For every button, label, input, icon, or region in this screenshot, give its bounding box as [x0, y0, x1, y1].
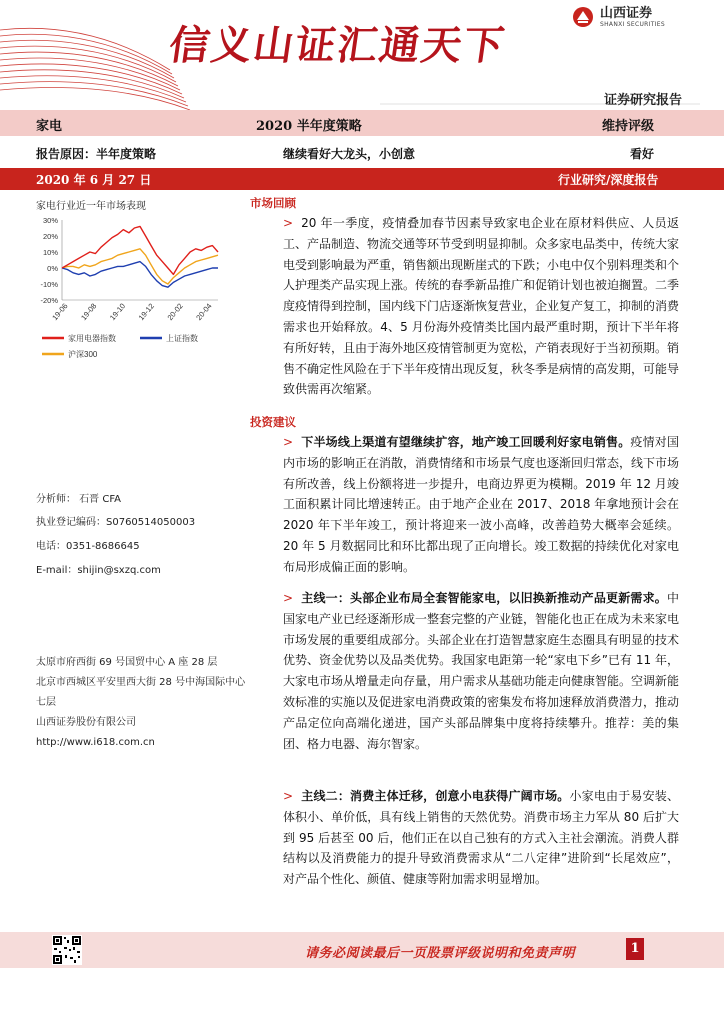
x-tick-label: 19-06 [50, 301, 70, 322]
company-name: 山西证券股份有限公司 [36, 717, 136, 728]
x-tick-label: 20-02 [165, 301, 185, 322]
series-line [62, 226, 218, 274]
paragraph-lead: 下半场线上渠道有望继续扩容，地产竣工回暖利好家电销售。 [301, 435, 631, 449]
headline: 继续看好大龙头，小创意 [283, 147, 416, 161]
y-tick-label: -10% [40, 280, 58, 289]
meta-bar [0, 110, 724, 136]
company-logo [572, 6, 665, 28]
report-date: 2020 年 6 月 27 日 [36, 173, 152, 187]
bullet-arrow-icon: > [283, 789, 294, 803]
paragraph-lead: 主线一：头部企业布局全套智能家电，以旧换新推动产品更新需求。 [301, 591, 667, 605]
y-tick-label: 20% [42, 232, 58, 241]
legend-label: 家用电器指数 [68, 334, 116, 343]
x-tick-label: 19-10 [107, 301, 128, 322]
paragraph-text: 20 年一季度，疫情叠加春节因素导致家电企业在原材料供应、人员返工、产品制造、物流交通等环节受到明显抑制。众多家电品类中，传统大家电受到影响最为严重，销售额出现断崖式的下跌；小电中仅个别料理类和个人护理类产品实现上涨。传统的春季新品推广和促销计划也被迫搁置。二季度疫情得到控制，国内线下门店逐渐恢复营业，企业复产复工，抑制的消费需求也开始释放。4、5 月份海外疫情类比国内最严重时期，预计下半年将有所好转，且由于海外地区疫情管制更为宽松，产销表现好于当初预期。销售不确定性风险在于下半年疫情出现反复，秋冬季是病情的高发期，可能导致供需再次缩紧。 [283, 216, 680, 397]
date-bar [0, 168, 724, 190]
address-beijing: 北京市西城区平安里西大街 28 号中海国际中心七层 [36, 677, 246, 708]
disclaimer-text: 请务必阅读最后一页股票评级说明和免责声明 [305, 946, 576, 961]
y-tick-label: 0% [47, 264, 58, 273]
bullet-arrow-icon: > [283, 591, 294, 605]
chart-title: 家电行业近一年市场表现 [36, 201, 146, 212]
section-title-market-review: 市场回顾 [250, 196, 296, 210]
analyst-license: 执业登记编码：S0760514050003 [36, 517, 196, 528]
report-type: 证券研究报告 [603, 93, 682, 108]
paragraph-market-review [283, 213, 679, 400]
logo-name-en: SHANXI SECURITIES [600, 20, 665, 28]
analyst-name: 分析师： 石晋 CFA [36, 494, 122, 505]
paragraph-mainline-two [283, 786, 679, 890]
paragraph-channels [283, 432, 679, 578]
bullet-arrow-icon: > [283, 216, 294, 230]
report-category: 行业研究/深度报告 [558, 173, 659, 187]
address-block [36, 653, 246, 753]
legend-label: 上证指数 [166, 334, 198, 343]
paragraph-text: 中国家电产业已经逐渐形成一整套完整的产业链，智能化也正在成为未来家电市场发展的重要组成部分。头部企业在打造智慧家庭生态圈具有明显的技术优势、资金优势以及品类优势。我国家电距第一轮“家电下乡”已有 11 年，大家电市场从增量走向存量，用户需求从基础功能走向健康智能。空调新能效标准的实施以及促进家电消费政策的密集发布将加速释放消费潜力，推动产品定位向高端化递进，国产头部品牌集中度将持续攀升。推荐：美的集团、格力电器、海尔智家。 [283, 591, 680, 751]
analyst-email[interactable]: E-mail：shijin@sxzq.com [36, 565, 161, 576]
bullet-arrow-icon: > [283, 435, 294, 449]
rating-label: 维持评级 [602, 119, 655, 134]
legend-label: 沪深300 [68, 350, 98, 359]
strategy-label: 2020 半年度策略 [256, 119, 362, 134]
outlook-label: 看好 [630, 147, 655, 161]
header-banner [0, 0, 724, 118]
reason-label: 报告原因：半年度策略 [36, 147, 157, 161]
analyst-phone: 电话：0351-8686645 [36, 541, 140, 552]
qr-code-icon[interactable] [52, 935, 82, 965]
y-tick-label: -20% [40, 296, 58, 305]
paragraph-text: 小家电由于易安装、体积小、单价低，具有线上销售的天然优势。消费市场主力军从 80 后扩大到 95 后甚至 00 后，他们正在以自己独有的方式入主社会潮流。消费人群结构以及消费能力的提升导致消费需求从“二八定律”进阶到“长尾效应”，对产品个性化、颜值、健康等附加需求明显增加。 [283, 789, 679, 887]
y-tick-label: 30% [42, 216, 58, 225]
x-tick-label: 19-08 [79, 301, 99, 322]
x-tick-label: 19-12 [136, 301, 156, 322]
x-tick-label: 20-04 [194, 301, 214, 322]
section-title-investment-advice: 投资建议 [250, 415, 296, 429]
y-tick-label: 10% [42, 248, 58, 257]
logo-icon [572, 6, 594, 28]
logo-name-cn: 山西证券 [600, 5, 653, 21]
page-number: 1 [626, 938, 644, 960]
paragraph-lead: 主线二：消费主体迁移，创意小电获得广阔市场。 [301, 789, 570, 803]
slogan: 信义山证汇通天下 [166, 22, 509, 69]
industry-label: 家电 [36, 119, 63, 134]
market-performance-chart [30, 212, 230, 372]
address-taiyuan: 太原市府西街 69 号国贸中心 A 座 28 层 [36, 657, 218, 668]
paragraph-text: 疫情对国内市场的影响正在消散，消费情绪和市场景气度也逐渐回归常态，线下市场有所改善，线上份额将进一步提升，电商边界更为模糊。2019 年 12 月竣工面积累计同比增速转正。由于地产企业在 2017、2018 年拿地预计会在 2020 年下半年竣工，预计将迎来一波小高峰，改善趋势大概率会延续。20 年 5 月数据同比和环比都出现了正向增长。竣工数据的持续优化对家电布局形成偏正面的影响。 [283, 435, 680, 574]
paragraph-mainline-one [283, 588, 679, 754]
company-website[interactable]: http://www.i618.com.cn [36, 737, 155, 748]
